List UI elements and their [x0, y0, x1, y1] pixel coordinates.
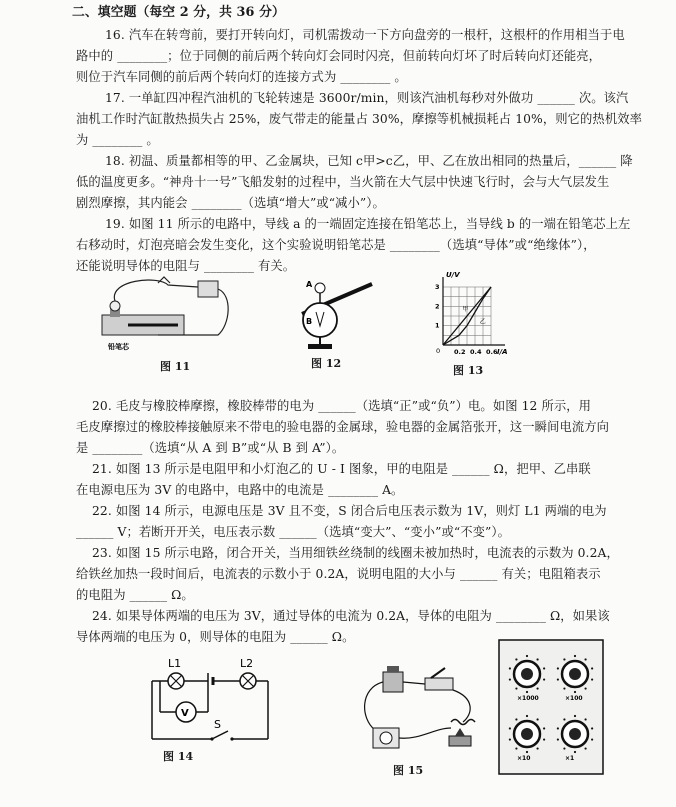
q24-line-2: 导体两端的电压为 0，则导体的电阻为 ______ Ω。: [76, 630, 355, 644]
q19-line-3: 还能说明导体的电阻与 ________ 有关。: [76, 259, 296, 273]
dial-tick: [536, 718, 538, 720]
dial-tick: [543, 727, 545, 729]
y-tick-label: 2: [435, 302, 440, 311]
fig12-label-a: A: [306, 280, 313, 289]
dial-tick: [526, 751, 528, 753]
dial-multiplier-label: ×1000: [517, 695, 539, 702]
resistance-box: [497, 638, 607, 776]
dial-tick: [536, 747, 538, 749]
q18-line-1: 18. 初温、质量都相等的甲、乙金属块，已知 c甲>c乙，甲、乙在放出相同的热量后，______ 降: [105, 154, 633, 168]
figure-13-chart: [425, 271, 535, 360]
x-tick-label: 0.6: [486, 348, 498, 356]
fig11-caption: 图 11: [160, 360, 191, 373]
dial-tick: [515, 747, 517, 749]
q22-line-1: 22. 如图 14 所示，电源电压是 3V 且不变，S 闭合后电压表示数为 1V，则灯 L1 两端的电为: [92, 504, 607, 518]
fig13-caption: 图 13: [453, 364, 484, 377]
figure-14-circuit: [140, 655, 280, 750]
chart-x-label: I/A: [497, 348, 508, 356]
q19-line-2: 右移动时，灯泡亮暗会发生变化，这个实验说明铅笔芯是 ________（选填“导体”或“绝缘体”），: [76, 238, 596, 252]
q23-line-2: 给铁丝加热一段时间后，电流表的示数小于 0.2A，说明电阻的大小与 ______ 有关；电阻箱表示: [76, 567, 601, 581]
dial-tick: [591, 678, 593, 680]
dial-knob: [569, 668, 581, 680]
q21-line-2: 在电源电压为 3V 的电路中，电路中的电流是 ________ A。: [76, 483, 404, 497]
figure-15-apparatus: [355, 658, 490, 758]
fig14-caption: 图 14: [163, 750, 194, 763]
dial-tick: [557, 678, 559, 680]
dial-tick: [515, 658, 517, 660]
dial-tick: [557, 667, 559, 669]
dial-tick: [563, 747, 565, 749]
dial-tick: [515, 718, 517, 720]
dial-tick: [574, 751, 576, 753]
q23-line-1: 23. 如图 15 所示电路，闭合开关，当用细铁丝绕制的线圈未被加热时，电流表的示数为 0.2A，: [92, 546, 619, 560]
dial-multiplier-label: ×1: [565, 755, 575, 762]
dial-tick: [509, 678, 511, 680]
fig12-caption: 图 12: [311, 357, 342, 370]
dial-tick: [563, 718, 565, 720]
fig15-caption: 图 15: [393, 764, 424, 777]
fig14-label-l2: L2: [240, 657, 254, 670]
q20-line-3: 是 ________（选填“从 A 到 B”或“从 B 到 A”）。: [76, 441, 345, 455]
series-label-b: 乙: [479, 318, 486, 326]
series-label-a: 甲: [462, 306, 469, 314]
dial-knob: [569, 728, 581, 740]
dial-tick: [584, 658, 586, 660]
q24-line-1: 24. 如果导体两端的电压为 3V，通过导体的电流为 0.2A，导体的电阻为 ________ Ω，如果该: [92, 609, 610, 623]
dial-tick: [543, 738, 545, 740]
q18-line-3: 剧烈摩擦，其内能会 ________（选填“增大”或“减小”）。: [76, 196, 385, 210]
dial-tick: [526, 691, 528, 693]
q17-line-1: 17. 一单缸四冲程汽油机的飞轮转速是 3600r/min，则该汽油机每秒对外做功 ______ 次。该汽: [105, 91, 629, 105]
dial-tick: [574, 715, 576, 717]
y-tick-label: 1: [435, 321, 440, 330]
dial-tick: [591, 727, 593, 729]
dial-tick: [509, 667, 511, 669]
dial-tick: [591, 667, 593, 669]
q17-line-2: 油机工作时汽缸散热损失占 25%，废气带走的能量占 30%，摩擦等机械损耗占 10%，则它的热机效率: [76, 112, 643, 126]
dial-multiplier-label: ×10: [517, 755, 531, 762]
fig14-label-l1: L1: [168, 657, 182, 670]
dial-tick: [526, 715, 528, 717]
dial-tick: [584, 687, 586, 689]
dial-tick: [584, 747, 586, 749]
x-tick-label: 0.2: [454, 348, 466, 356]
chart-y-label: U/V: [446, 271, 460, 279]
dial-multiplier-label: ×100: [565, 695, 583, 702]
q16-line-3: 则位于汽车同侧的前后两个转向灯的连接方式为 ________ 。: [76, 70, 407, 84]
q23-line-3: 的电阻为 ______ Ω。: [76, 588, 194, 602]
dial-tick: [584, 718, 586, 720]
dial-tick: [543, 678, 545, 680]
dial-tick: [563, 687, 565, 689]
q18-line-2: 低的温度更多。“神舟十一号”飞船发射的过程中，当火箭在大气层中快速飞行时，会与大气层发生: [76, 175, 610, 189]
q17-line-3: 为 ________ 。: [76, 133, 159, 147]
dial-knob: [521, 728, 533, 740]
q21-line-1: 21. 如图 13 所示是电阻甲和小灯泡乙的 U - I 图象，甲的电阻是 ______ Ω，把甲、乙串联: [92, 462, 591, 476]
y-tick-label: 3: [435, 283, 440, 291]
dial-tick: [574, 655, 576, 657]
q20-line-1: 20. 毛皮与橡胶棒摩擦，橡胶棒带的电为 ______（选填“正”或“负”）电。如图 12 所示，用: [92, 399, 592, 413]
dial-tick: [557, 727, 559, 729]
fig11-label: 铅笔芯: [108, 343, 129, 351]
x-tick-label: 0.4: [470, 348, 482, 356]
origin-label: 0: [436, 347, 441, 355]
fig14-switch-label: S: [214, 718, 221, 731]
dial-knob: [521, 668, 533, 680]
q22-line-2: ______ V；若断开开关，电压表示数 ______（选填“变大”、“变小”或“不变”）。: [76, 525, 511, 539]
q16-line-2: 路中的 ________；位于同侧的前后两个转向灯会同时闪亮，但前转向灯坏了时后转向灯还能亮，: [76, 49, 602, 63]
q19-line-1: 19. 如图 11 所示的电路中，导线 a 的一端固定连接在铅笔芯上，当导线 b 的一端在铅笔芯上左: [105, 217, 631, 231]
dial-tick: [509, 727, 511, 729]
dial-tick: [591, 738, 593, 740]
figure-12: [300, 278, 380, 353]
fig12-label-b: B: [306, 317, 313, 326]
fig14-voltmeter-label: V: [181, 708, 189, 719]
dial-tick: [509, 738, 511, 740]
dial-tick: [526, 655, 528, 657]
figure-11: [98, 275, 248, 355]
dial-tick: [536, 687, 538, 689]
section-heading: 二、填空题（每空 2 分，共 36 分）: [72, 5, 285, 20]
dial-tick: [557, 738, 559, 740]
dial-tick: [563, 658, 565, 660]
dial-tick: [574, 691, 576, 693]
dial-tick: [536, 658, 538, 660]
q20-line-2: 毛皮摩擦过的橡胶棒接触原来不带电的验电器的金属球，验电器的金属箔张开，这一瞬间电流方向: [76, 420, 610, 434]
dial-tick: [515, 687, 517, 689]
dial-tick: [543, 667, 545, 669]
q16-line-1: 16. 汽车在转弯前，要打开转向灯，司机需拨动一下方向盘旁的一根杆，这根杆的作用相当于电: [105, 28, 625, 42]
